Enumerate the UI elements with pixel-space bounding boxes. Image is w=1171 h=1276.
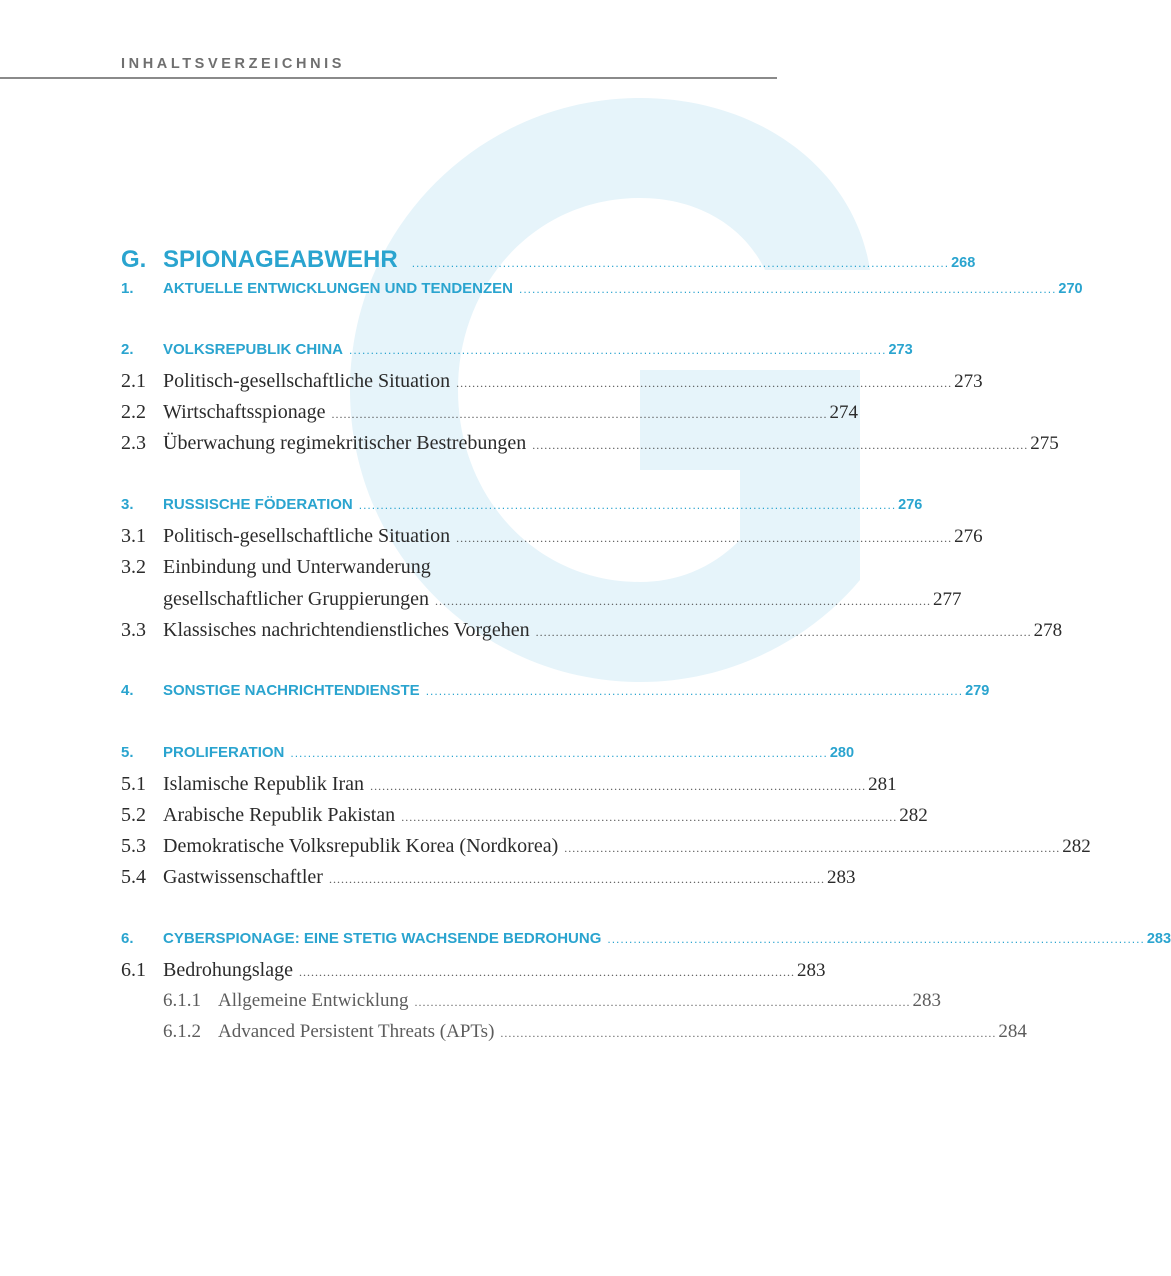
toc-page: 283 — [912, 990, 941, 1011]
toc-entry-5-3[interactable] — [121, 835, 1091, 863]
toc-number: G. — [121, 246, 147, 273]
leader-dots: ............................................................................................................................ — [535, 625, 1032, 639]
toc-title: Bedrohungslage — [163, 959, 293, 981]
leader-dots: ............................................................................................................................ — [411, 256, 950, 270]
toc-title: Arabische Republik Pakistan — [163, 804, 396, 826]
toc-number: 6. — [121, 930, 134, 947]
toc-title: PROLIFERATION — [163, 744, 285, 761]
toc-section-2[interactable] — [121, 341, 913, 369]
toc-title: Politisch-gesellschaftliche Situation — [163, 525, 451, 547]
leader-dots: ............................................................................................................................ — [456, 376, 953, 390]
toc-title: SONSTIGE NACHRICHTENDIENSTE — [163, 682, 420, 699]
toc-entry-6-1-1[interactable] — [121, 990, 941, 1018]
toc-entry-5-1[interactable] — [121, 773, 897, 801]
toc-page: 276 — [898, 497, 923, 513]
toc-entry-5-2[interactable] — [121, 804, 928, 832]
toc-entry-6-1-2[interactable] — [121, 1021, 1027, 1049]
toc-chapter-g[interactable] — [121, 246, 976, 274]
leader-dots: ............................................................................................................................ — [456, 531, 953, 545]
toc-title: Politisch-gesellschaftliche Situation — [163, 370, 451, 392]
toc-number: 4. — [121, 682, 134, 699]
toc-number: 6.1.1 — [163, 990, 201, 1011]
leader-dots: ............................................................................................................................ — [564, 841, 1061, 855]
leader-dots: ............................................................................................................................ — [349, 343, 887, 357]
toc-page: 283 — [1146, 931, 1171, 947]
toc-title: VOLKSREPUBLIK CHINA — [163, 341, 344, 358]
toc-title: Klassisches nachrichtendienstliches Vorgehen — [163, 619, 530, 641]
toc-number: 2.2 — [121, 401, 146, 423]
toc-title: Überwachung regimekritischer Bestrebungen — [163, 432, 527, 454]
toc-section-6[interactable] — [121, 930, 1171, 958]
toc-page: 278 — [1033, 620, 1063, 641]
toc-page: 282 — [1062, 836, 1091, 857]
toc-number: 5.4 — [121, 866, 146, 888]
leader-dots: ............................................................................................................................ — [358, 498, 897, 512]
toc-entry-3-2-continued[interactable] — [121, 588, 962, 616]
toc-title: gesellschaftlicher Gruppierungen — [163, 588, 430, 610]
toc-title: SPIONAGEABWEHR — [163, 246, 398, 273]
toc-entry-5-4[interactable] — [121, 866, 856, 894]
toc-page: 282 — [899, 805, 928, 826]
toc-title: AKTUELLE ENTWICKLUNGEN UND TENDENZEN — [163, 280, 513, 297]
leader-dots: ............................................................................................................................ — [414, 995, 911, 1009]
toc-number: 3.1 — [121, 525, 146, 547]
toc-title: Islamische Republik Iran — [163, 773, 365, 795]
leader-dots: ............................................................................................................................ — [500, 1026, 997, 1040]
toc-title: Einbindung und Unterwanderung — [163, 556, 431, 578]
leader-dots: ............................................................................................................................ — [331, 407, 828, 421]
toc-number: 2.3 — [121, 432, 146, 454]
toc-entry-3-1[interactable] — [121, 525, 983, 553]
toc-title: RUSSISCHE FÖDERATION — [163, 496, 353, 513]
toc-title: Allgemeine Entwicklung — [218, 990, 409, 1011]
leader-dots: ............................................................................................................................ — [435, 594, 932, 608]
toc-section-5[interactable] — [121, 744, 855, 772]
leader-dots: ............................................................................................................................ — [328, 872, 825, 886]
toc-number: 3. — [121, 496, 134, 513]
toc-page: 284 — [998, 1021, 1027, 1042]
toc-number: 2.1 — [121, 370, 146, 392]
toc-title: Wirtschaftsspionage — [163, 401, 326, 423]
toc-page: 268 — [951, 255, 976, 271]
toc-number: 5.3 — [121, 835, 146, 857]
toc-entry-3-2[interactable] — [121, 556, 771, 584]
toc-number: 3.2 — [121, 556, 146, 578]
leader-dots: ............................................................................................................................ — [298, 965, 795, 979]
toc-entry-3-3[interactable] — [121, 619, 1063, 647]
toc-page: 277 — [933, 589, 962, 610]
toc-section-3[interactable] — [121, 496, 923, 524]
leader-dots: ............................................................................................................................ — [425, 684, 964, 698]
toc-title: Gastwissenschaftler — [163, 866, 323, 888]
toc-number: 6.1 — [121, 959, 146, 981]
toc-number: 1. — [121, 280, 134, 297]
toc-page: 279 — [965, 683, 990, 699]
toc-page: 276 — [954, 526, 983, 547]
leader-dots: ............................................................................................................................ — [519, 282, 1057, 296]
leader-dots: ............................................................................................................................ — [532, 438, 1029, 452]
toc-number: 6.1.2 — [163, 1021, 201, 1042]
toc-title: CYBERSPIONAGE: EINE STETIG WACHSENDE BEDROHUNG — [163, 930, 602, 947]
toc-entry-2-3[interactable] — [121, 432, 1059, 460]
toc-entry-6-1[interactable] — [121, 959, 826, 987]
toc-page: 280 — [829, 745, 855, 761]
toc-page: 273 — [888, 342, 913, 358]
toc-section-1[interactable] — [121, 280, 1083, 308]
running-header: INHALTSVERZEICHNIS — [121, 56, 346, 72]
toc-page: 283 — [826, 867, 856, 888]
toc-entry-2-2[interactable] — [121, 401, 858, 429]
leader-dots: ............................................................................................................................ — [607, 932, 1145, 946]
toc-number: 5.1 — [121, 773, 146, 795]
toc-entry-2-1[interactable] — [121, 370, 983, 398]
toc-page: 283 — [796, 960, 826, 981]
toc-section-4[interactable] — [121, 682, 990, 710]
toc-page: 270 — [1058, 281, 1083, 297]
leader-dots: ............................................................................................................................ — [290, 746, 828, 760]
toc-page: 274 — [829, 402, 858, 423]
leader-dots: ............................................................................................................................ — [370, 779, 867, 793]
toc-number: 5.2 — [121, 804, 146, 826]
toc-number: 5. — [121, 744, 134, 761]
toc-number: 2. — [121, 341, 134, 358]
leader-dots: ............................................................................................................................ — [401, 810, 898, 824]
toc-title: Advanced Persistent Threats (APTs) — [218, 1021, 495, 1042]
toc-page: 275 — [1030, 433, 1059, 454]
toc-title: Demokratische Volksrepublik Korea (Nordkorea) — [163, 835, 559, 857]
toc-page: 281 — [868, 774, 897, 795]
toc-number: 3.3 — [121, 619, 146, 641]
toc-page: 273 — [954, 371, 983, 392]
